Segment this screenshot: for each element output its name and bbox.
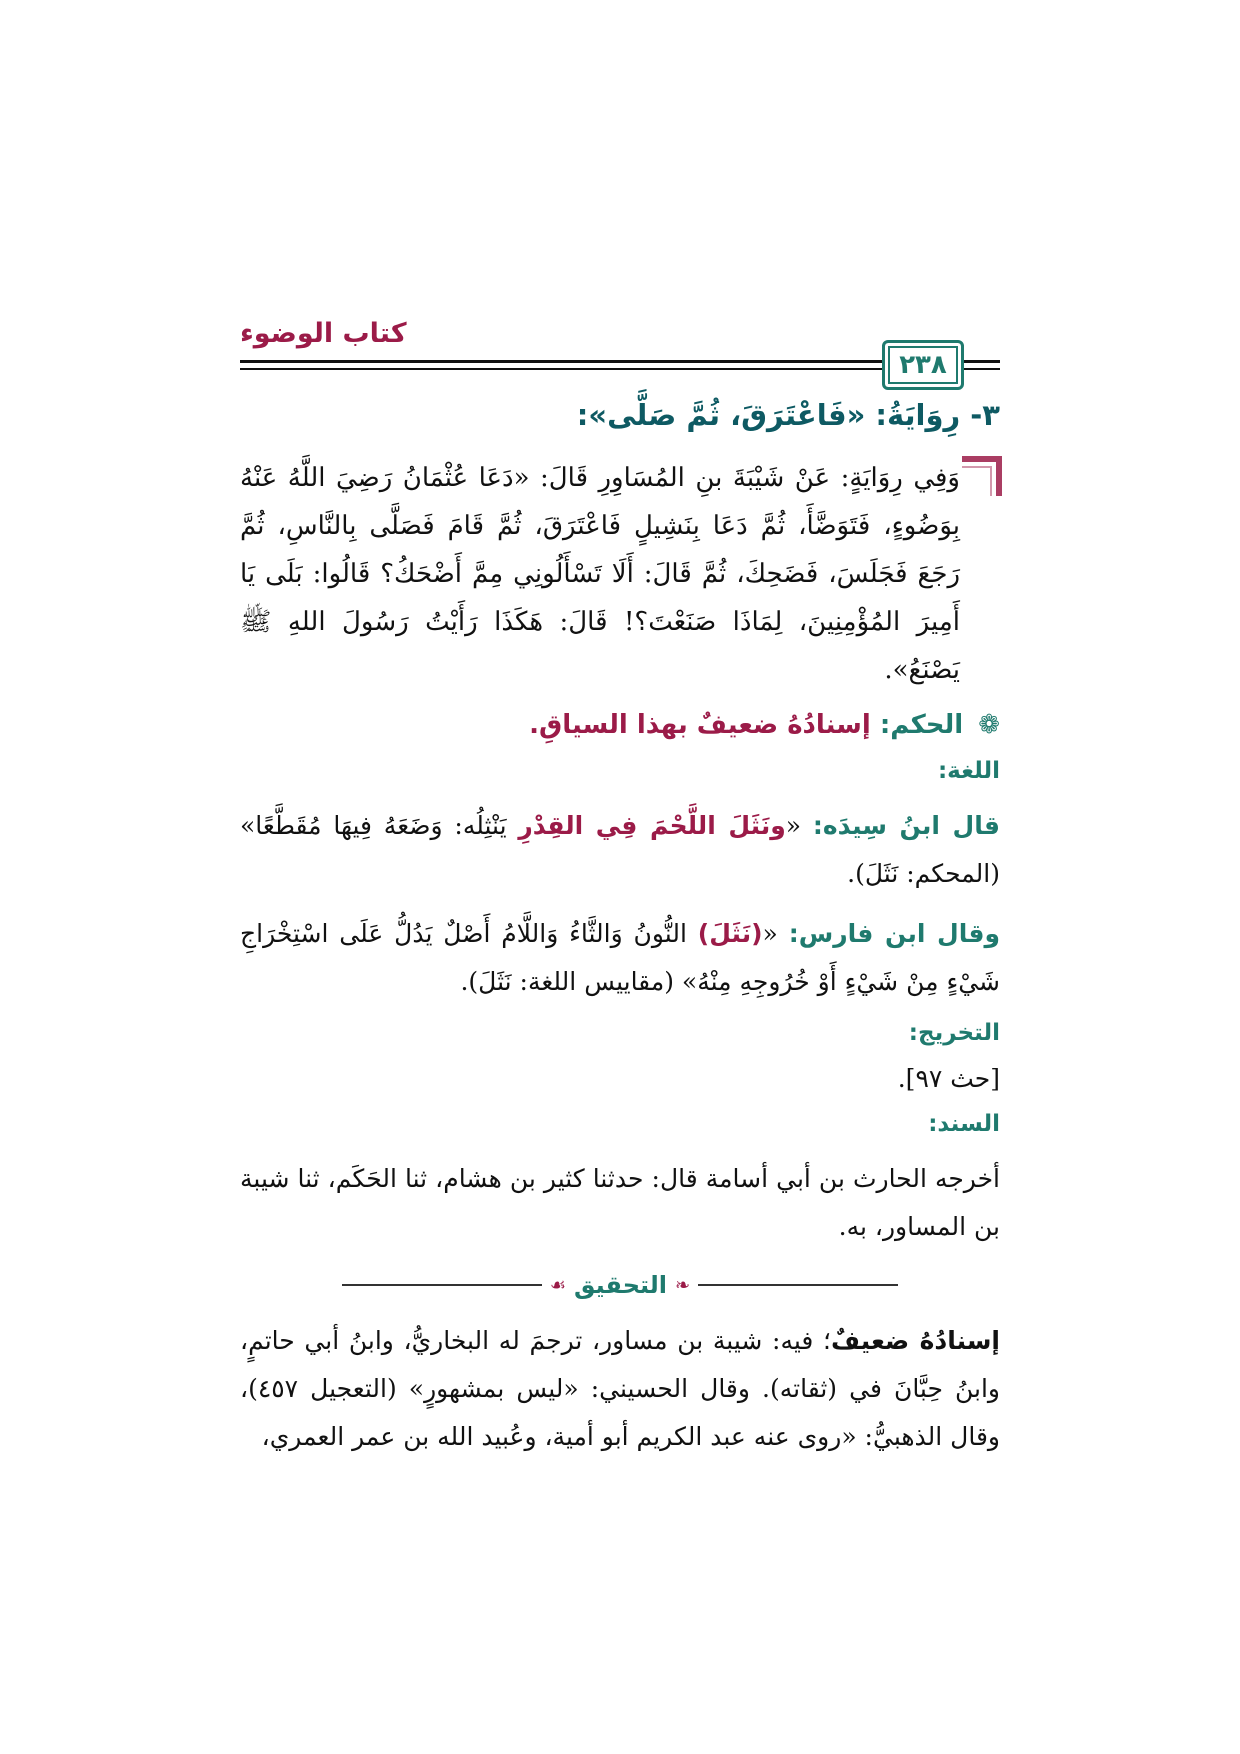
tahqiq-lead: إسنادُهُ ضعيفٌ — [830, 1326, 1000, 1355]
lugha-heading: اللغة: — [937, 758, 1000, 784]
corner-ornament-icon — [962, 456, 1002, 496]
lugha-source-2: وقال ابن فارس: — [788, 919, 1001, 948]
divider-line — [342, 1284, 542, 1286]
section-heading: ٣- رِوَايَةُ: «فَاعْتَرَقَ، ثُمَّ صَلَّى»: — [576, 398, 1000, 432]
sanad-text: أخرجه الحارث بن أبي أسامة قال: حدثنا كثير بن هشام، ثنا الحَكَم، ثنا شيبة بن المساور، به. — [240, 1164, 1000, 1241]
tahqiq-text: ؛ فيه: شيبة بن مساور، ترجمَ له البخاريُّ، وابنُ أبي حاتمٍ، وابنُ حِبَّانَ في (ثقاته). وقال الحسيني: «ليس بمشهورٍ» (التعجيل ٤٥٧)، وقال الذهبيُّ: «روى عنه عبد الكريم أبو أمية، وعُبيد الله بن عمر العمري، — [240, 1326, 1000, 1451]
verdict — [240, 710, 1000, 740]
lugha-term-1: ونَثَلَ اللَّحْمَ فِي القِدْرِ — [518, 811, 786, 840]
ornament-icon: ❧ — [675, 1274, 691, 1296]
lugha-text-2: النُّونُ وَالثَّاءُ وَاللَّامُ أَصْلٌ يَدُلُّ عَلَى اسْتِخْرَاجِ شَيْءٍ مِنْ شَيْءٍ أَوْ خُرُوجِهِ مِنْهُ» (مقاييس اللغة: نَثَلَ). — [240, 919, 1000, 996]
ornament-icon: ☙ — [549, 1274, 566, 1296]
book-title: كتاب الوضوء — [240, 318, 407, 349]
tahqiq-paragraph — [240, 1317, 1000, 1461]
lugha-text-1: يَنْثِلُه: وَضَعَهُ فِيهَا مُقَطَّعًا» (المحكم: نَثَلَ). — [240, 811, 1000, 888]
tahqiq-divider — [240, 1271, 1000, 1299]
lugha-term-2: (نَثَلَ) — [697, 919, 763, 948]
lugha-paragraph-1 — [240, 802, 1000, 898]
page-header — [240, 318, 1000, 386]
page-body — [240, 398, 1000, 1473]
lugha-source-1: قال ابنُ سِيدَه: — [812, 811, 1000, 840]
takhrij-heading: التخريج: — [908, 1020, 1000, 1046]
lugha-quote-open-2: « — [762, 919, 778, 948]
hadith-block — [240, 454, 1000, 694]
tahqiq-title: التحقيق — [574, 1271, 668, 1299]
lugha-paragraph-2 — [240, 910, 1000, 1006]
sanad-heading: السند: — [928, 1111, 1000, 1137]
verdict-label: الحكم: — [879, 710, 964, 740]
flower-icon: ❁ — [978, 710, 1000, 740]
page-number-frame — [882, 340, 964, 390]
takhrij-reference: [حث ٩٧]. — [897, 1064, 1000, 1093]
verdict-text: إسنادُهُ ضعيفٌ بهذا السياقِ. — [529, 710, 871, 740]
divider-line — [698, 1284, 898, 1286]
hadith-text: وَفِي رِوَايَةٍ: عَنْ شَيْبَةَ بنِ المُسَاوِرِ قَالَ: «دَعَا عُثْمَانُ رَضِيَ اللَّهُ عَنْهُ بِوَضُوءٍ، فَتَوَضَّأَ، ثُمَّ دَعَا بِنَشِيلٍ فَاعْتَرَقَ، ثُمَّ قَامَ فَصَلَّى بِالنَّاسِ، ثُمَّ رَجَعَ فَجَلَسَ، فَضَحِكَ، ثُمَّ قَالَ: أَلَا تَسْأَلُونِي مِمَّ أَضْحَكُ؟ قَالُوا: بَلَى يَا أَمِيرَ المُؤْمِنِينَ، لِمَاذَا صَنَعْتَ؟! قَالَ: هَكَذَا رَأَيْتُ رَسُولَ اللهِ ﷺ يَصْنَعُ». — [240, 463, 961, 685]
page-number: ٢٣٨ — [899, 350, 947, 380]
lugha-quote-open-1: « — [785, 811, 802, 840]
